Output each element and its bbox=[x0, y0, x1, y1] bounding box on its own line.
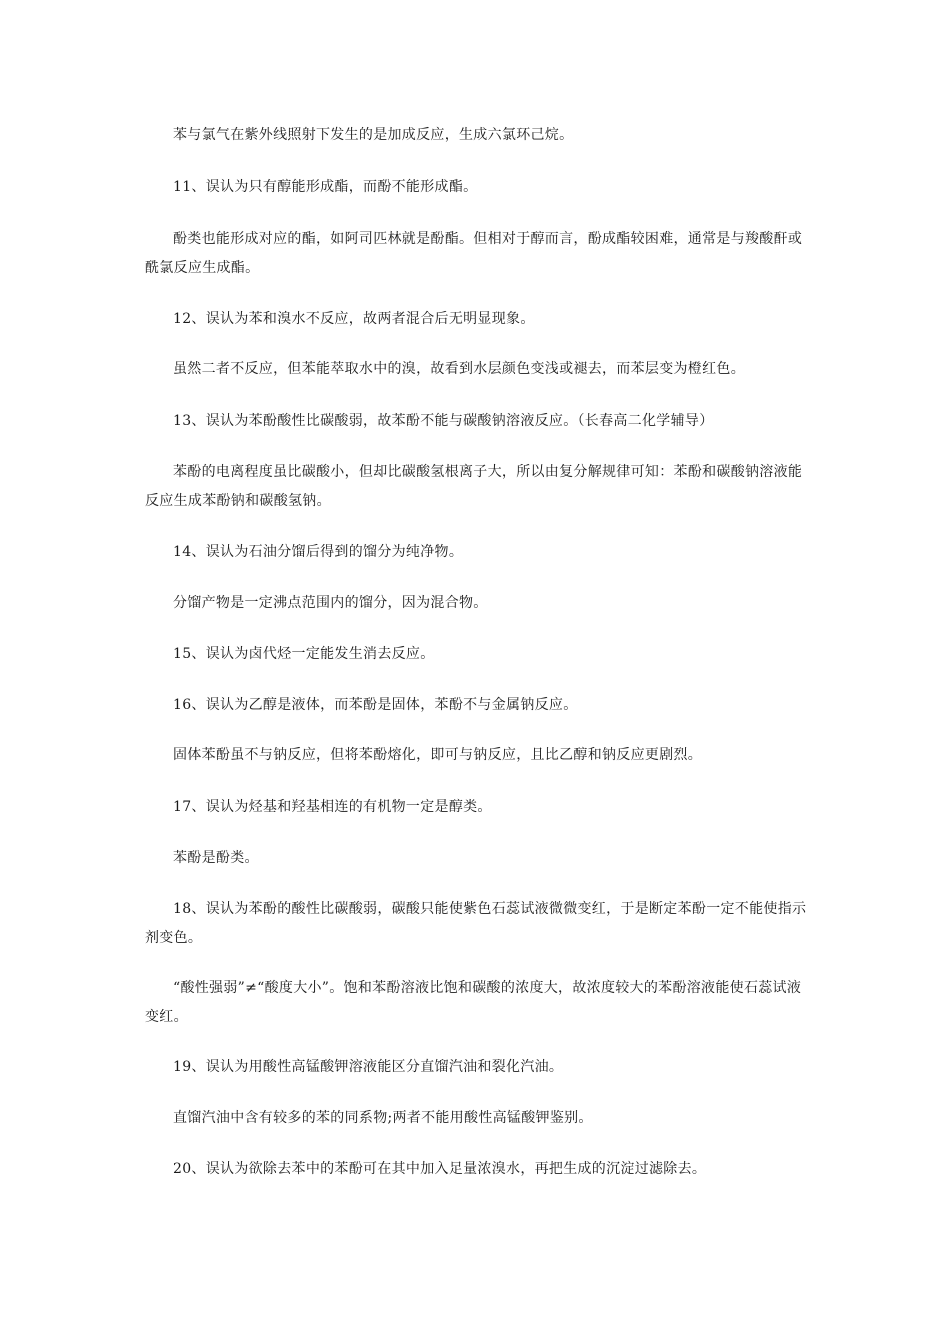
paragraph-answer-17: 苯酚是酚类。 bbox=[173, 850, 259, 866]
paragraph-item-19: 19、误认为用酸性高锰酸钾溶液能区分直馏汽油和裂化汽油。 bbox=[173, 1059, 564, 1075]
paragraph-item-14: 14、误认为石油分馏后得到的馏分为纯净物。 bbox=[173, 544, 464, 560]
paragraph-answer-16: 固体苯酚虽不与钠反应，但将苯酚熔化，即可与钠反应，且比乙醇和钠反应更剧烈。 bbox=[173, 747, 703, 763]
paragraph-item-20: 20、误认为欲除去苯中的苯酚可在其中加入足量浓溴水，再把生成的沉淀过滤除去。 bbox=[173, 1161, 707, 1177]
paragraph-answer-18: “酸性强弱”≠“酸度大小”。饱和苯酚溶液比饱和碳酸的浓度大，故浓度较大的苯酚溶液能使石蕊试液变红。 bbox=[145, 980, 802, 1025]
paragraph-item-16: 16、误认为乙醇是液体，而苯酚是固体，苯酚不与金属钠反应。 bbox=[173, 697, 578, 713]
paragraph-item-11: 11、误认为只有醇能形成酯，而酚不能形成酯。 bbox=[173, 179, 478, 195]
paragraph-item-18: 18、误认为苯酚的酸性比碳酸弱，碳酸只能使紫色石蕊试液微微变红，于是断定苯酚一定不能使指示剂变色。 bbox=[145, 901, 807, 946]
paragraph-item-12: 12、误认为苯和溴水不反应，故两者混合后无明显现象。 bbox=[173, 311, 535, 327]
paragraph-item-17: 17、误认为烃基和羟基相连的有机物一定是醇类。 bbox=[173, 799, 492, 815]
paragraph-answer-14: 分馏产物是一定沸点范围内的馏分，因为混合物。 bbox=[173, 595, 488, 611]
paragraph-answer-13: 苯酚的电离程度虽比碳酸小，但却比碳酸氢根离子大，所以由复分解规律可知：苯酚和碳酸钠溶液能反应生成苯酚钠和碳酸氢钠。 bbox=[145, 464, 803, 509]
paragraph-answer-12: 虽然二者不反应，但苯能萃取水中的溴，故看到水层颜色变浅或褪去，而苯层变为橙红色。 bbox=[173, 361, 745, 377]
paragraph-answer-11: 酚类也能形成对应的酯，如阿司匹林就是酚酯。但相对于醇而言，酚成酯较困难，通常是与羧酸酐或酰氯反应生成酯。 bbox=[145, 231, 803, 276]
paragraph-benzene-chlorine: 苯与氯气在紫外线照射下发生的是加成反应，生成六氯环己烷。 bbox=[173, 127, 574, 143]
paragraph-item-13: 13、误认为苯酚酸性比碳酸弱，故苯酚不能与碳酸钠溶液反应。（长春高二化学辅导） bbox=[173, 413, 714, 429]
paragraph-answer-19: 直馏汽油中含有较多的苯的同系物;两者不能用酸性高锰酸钾鉴别。 bbox=[173, 1110, 593, 1126]
paragraph-item-15: 15、误认为卤代烃一定能发生消去反应。 bbox=[173, 646, 435, 662]
